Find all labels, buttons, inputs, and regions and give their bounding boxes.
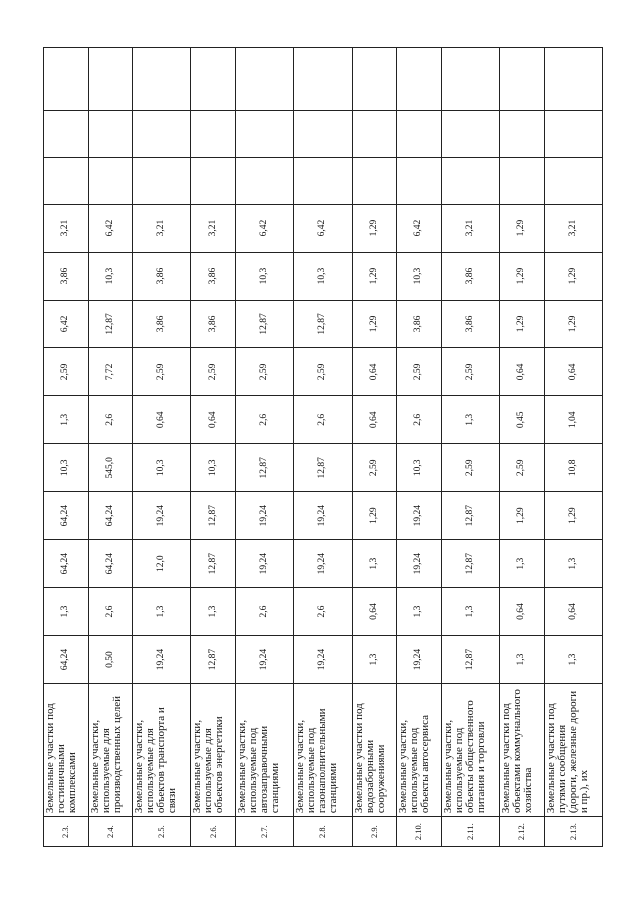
- rate-cell: 3,21: [191, 204, 236, 252]
- rate-cell: 10,3: [397, 444, 442, 492]
- rate-cell: [397, 110, 442, 157]
- rate-cell: [294, 110, 352, 157]
- rate-cell: 2,59: [441, 444, 499, 492]
- row-code: 2.10.: [397, 817, 442, 847]
- rate-cell: 64,24: [44, 636, 89, 684]
- rate-cell: 2,59: [294, 348, 352, 396]
- row-name: Земельные участки, используемые под объекты автосервиса: [397, 684, 442, 817]
- table-row: [441, 48, 499, 847]
- rate-cell: 1,29: [500, 300, 545, 348]
- table-row: [133, 48, 191, 847]
- rate-cell: 64,24: [88, 492, 133, 540]
- rate-cell: 1,3: [352, 540, 397, 588]
- rate-cell: 10,3: [294, 252, 352, 300]
- rate-cell: [352, 48, 397, 111]
- rate-cell: 1,29: [352, 252, 397, 300]
- rate-cell: 3,21: [133, 204, 191, 252]
- row-code: 2.8.: [294, 817, 352, 847]
- rate-cell: 12,87: [191, 540, 236, 588]
- table-row: [44, 48, 89, 847]
- rate-cell: 10,3: [133, 444, 191, 492]
- rate-cell: 2,6: [294, 396, 352, 444]
- rate-cell: 2,6: [397, 396, 442, 444]
- rate-cell: 1,29: [352, 204, 397, 252]
- rate-cell: [441, 157, 499, 204]
- rate-cell: 64,24: [44, 540, 89, 588]
- row-code: 2.6.: [191, 817, 236, 847]
- rate-cell: [133, 48, 191, 111]
- rate-cell: 1,29: [544, 492, 602, 540]
- rate-cell: 2,59: [352, 444, 397, 492]
- rate-cell: 3,86: [397, 300, 442, 348]
- rate-cell: 3,21: [544, 204, 602, 252]
- table-row: [191, 48, 236, 847]
- rate-cell: 2,6: [88, 396, 133, 444]
- row-name: Земельные участки под гостиничными комплексами: [44, 684, 89, 817]
- rate-cell: 19,24: [236, 492, 294, 540]
- rate-cell: 19,24: [236, 540, 294, 588]
- rate-cell: [88, 48, 133, 111]
- row-code: 2.5.: [133, 817, 191, 847]
- row-name: Земельные участки, используемые под объекты общественного питания и торговли: [441, 684, 499, 817]
- rate-cell: 12,87: [441, 540, 499, 588]
- rate-cell: 1,29: [544, 252, 602, 300]
- rate-cell: 0,64: [133, 396, 191, 444]
- rate-cell: 19,24: [133, 492, 191, 540]
- table-row: [352, 48, 397, 847]
- table-row: [397, 48, 442, 847]
- rate-cell: 19,24: [236, 636, 294, 684]
- row-code: 2.7.: [236, 817, 294, 847]
- rate-cell: [500, 110, 545, 157]
- row-code: 2.9.: [352, 817, 397, 847]
- rate-cell: 1,3: [441, 588, 499, 636]
- table-row: [236, 48, 294, 847]
- rate-cell: 545,0: [88, 444, 133, 492]
- rate-cell: 12,87: [294, 444, 352, 492]
- rotated-table-container: [43, 47, 603, 847]
- rate-cell: [441, 110, 499, 157]
- rate-cell: 10,3: [88, 252, 133, 300]
- rate-cell: [544, 110, 602, 157]
- rate-cell: [44, 48, 89, 111]
- rate-cell: 0,64: [500, 588, 545, 636]
- rate-cell: [236, 110, 294, 157]
- rate-cell: 1,3: [500, 540, 545, 588]
- rate-cell: 1,29: [500, 204, 545, 252]
- rate-cell: 6,42: [44, 300, 89, 348]
- rate-cell: 1,3: [44, 396, 89, 444]
- rate-cell: 2,59: [441, 348, 499, 396]
- rate-cell: [441, 48, 499, 111]
- row-name: Земельные участки под путями сообщения (дороги, железные дороги и пр.), их: [544, 684, 602, 817]
- rate-cell: 0,50: [88, 636, 133, 684]
- row-name: Земельные участки под объектами коммунального хозяйства: [500, 684, 545, 817]
- row-code: 2.4.: [88, 817, 133, 847]
- rate-cell: 12,87: [441, 636, 499, 684]
- rate-cell: 3,86: [133, 252, 191, 300]
- row-name: Земельные участки, используемые для производственных целей: [88, 684, 133, 817]
- rate-cell: [133, 157, 191, 204]
- rate-cell: 0,64: [352, 348, 397, 396]
- rate-cell: 2,59: [236, 348, 294, 396]
- rate-cell: 64,24: [44, 492, 89, 540]
- rate-cell: 1,3: [397, 588, 442, 636]
- rate-cell: 2,59: [133, 348, 191, 396]
- rate-cell: 0,64: [544, 348, 602, 396]
- table-row: [500, 48, 545, 847]
- rate-cell: 12,0: [133, 540, 191, 588]
- rate-cell: 1,3: [133, 588, 191, 636]
- rate-cell: 2,59: [397, 348, 442, 396]
- rate-cell: 3,86: [191, 300, 236, 348]
- rate-cell: [544, 48, 602, 111]
- rate-cell: [397, 48, 442, 111]
- rate-cell: 1,3: [544, 540, 602, 588]
- rate-cell: 0,64: [352, 396, 397, 444]
- rate-cell: [236, 48, 294, 111]
- rate-cell: 7,72: [88, 348, 133, 396]
- rate-cell: 19,24: [397, 540, 442, 588]
- rate-cell: 1,04: [544, 396, 602, 444]
- table-row: [88, 48, 133, 847]
- row-name: Земельные участки, используемые под автозаправочными станциями: [236, 684, 294, 817]
- rate-cell: 6,42: [88, 204, 133, 252]
- rate-cell: 3,21: [44, 204, 89, 252]
- row-code: 2.13.: [544, 817, 602, 847]
- rate-cell: 10,3: [44, 444, 89, 492]
- rate-cell: 6,42: [294, 204, 352, 252]
- rate-cell: 12,87: [191, 636, 236, 684]
- rate-cell: 0,64: [544, 588, 602, 636]
- rate-cell: 19,24: [294, 540, 352, 588]
- rate-cell: [236, 157, 294, 204]
- rate-cell: 3,86: [441, 300, 499, 348]
- row-name: Земельные участки, используемые для объектов транспорта и связи: [133, 684, 191, 817]
- rate-cell: 1,3: [352, 636, 397, 684]
- rate-cell: 1,29: [352, 492, 397, 540]
- table-row: [544, 48, 602, 847]
- rate-cell: 10,3: [236, 252, 294, 300]
- rate-cell: 1,29: [500, 492, 545, 540]
- table-row: [294, 48, 352, 847]
- rate-cell: 1,3: [441, 396, 499, 444]
- rate-cell: [294, 157, 352, 204]
- rate-cell: [352, 157, 397, 204]
- rate-cell: 6,42: [236, 204, 294, 252]
- rate-cell: 12,87: [294, 300, 352, 348]
- rate-cell: 2,59: [191, 348, 236, 396]
- rate-cell: 12,87: [236, 444, 294, 492]
- row-code: 2.3.: [44, 817, 89, 847]
- rate-cell: 6,42: [397, 204, 442, 252]
- rate-cell: 1,3: [191, 588, 236, 636]
- rate-cell: [191, 110, 236, 157]
- rate-cell: 3,86: [44, 252, 89, 300]
- rate-cell: 2,6: [294, 588, 352, 636]
- rate-cell: 64,24: [88, 540, 133, 588]
- rate-cell: 12,87: [236, 300, 294, 348]
- rate-cell: 3,21: [441, 204, 499, 252]
- rate-cell: 0,64: [500, 348, 545, 396]
- rate-cell: [191, 157, 236, 204]
- rate-cell: 2,59: [44, 348, 89, 396]
- rate-cell: [294, 48, 352, 111]
- rate-cell: 10,8: [544, 444, 602, 492]
- rate-cell: 19,24: [294, 492, 352, 540]
- rate-cell: 0,64: [191, 396, 236, 444]
- rate-cell: [352, 110, 397, 157]
- rate-cell: 12,87: [88, 300, 133, 348]
- row-name: Земельные участки, используемые под газонаполнительными станциями: [294, 684, 352, 817]
- row-name: Земельные участки под водозаборными сооружениями: [352, 684, 397, 817]
- rate-cell: 2,6: [236, 588, 294, 636]
- rate-cell: [44, 110, 89, 157]
- rate-cell: 3,86: [441, 252, 499, 300]
- rate-cell: 1,29: [500, 252, 545, 300]
- row-code: 2.11.: [441, 817, 499, 847]
- rates-table: [43, 47, 603, 847]
- rate-cell: 3,86: [133, 300, 191, 348]
- rate-cell: 1,29: [352, 300, 397, 348]
- rate-cell: [88, 110, 133, 157]
- rate-cell: 19,24: [397, 636, 442, 684]
- rate-cell: 1,29: [544, 300, 602, 348]
- rate-cell: 19,24: [133, 636, 191, 684]
- rate-cell: [544, 157, 602, 204]
- rate-cell: [44, 157, 89, 204]
- rate-cell: 3,86: [191, 252, 236, 300]
- rate-cell: 19,24: [397, 492, 442, 540]
- row-name: Земельные участки, используемые для объектов энергетики: [191, 684, 236, 817]
- rate-cell: 2,6: [88, 588, 133, 636]
- rate-cell: 12,87: [191, 492, 236, 540]
- rate-cell: 1,3: [44, 588, 89, 636]
- rate-cell: [500, 48, 545, 111]
- rate-cell: 19,24: [294, 636, 352, 684]
- rate-cell: 1,3: [500, 636, 545, 684]
- rate-cell: 2,59: [500, 444, 545, 492]
- rate-cell: [88, 157, 133, 204]
- rate-cell: 10,3: [191, 444, 236, 492]
- rate-cell: [397, 157, 442, 204]
- rate-cell: 2,6: [236, 396, 294, 444]
- rate-cell: [191, 48, 236, 111]
- rate-cell: 1,3: [544, 636, 602, 684]
- rate-cell: 10,3: [397, 252, 442, 300]
- rate-cell: [133, 110, 191, 157]
- rate-cell: [500, 157, 545, 204]
- rate-cell: 0,45: [500, 396, 545, 444]
- rate-cell: 12,87: [441, 492, 499, 540]
- rate-cell: 0,64: [352, 588, 397, 636]
- row-code: 2.12.: [500, 817, 545, 847]
